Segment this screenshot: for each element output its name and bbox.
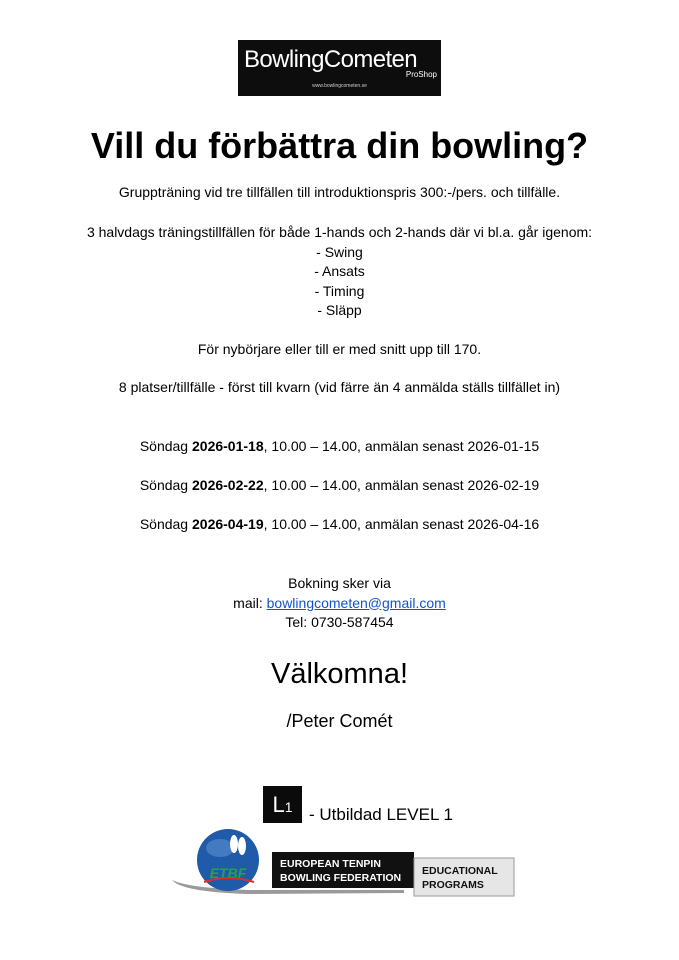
topic-item: - Timing [314,282,365,299]
email-link[interactable]: bowlingcometen@gmail.com [266,594,446,611]
bowling-pin-icon [230,835,238,853]
session-details: , 10.00 – 14.00, anmälan senast 2026-02-19 [263,477,540,493]
intro-text: Gruppträning vid tre tillfällen till introduktionspris 300:-/pers. och tillfälle. [118,184,561,200]
topic-item: - Ansats [314,263,365,279]
logo-brand-text: BowlingCometen [244,46,418,73]
session-date-row [0,476,679,496]
welcome-text: Välkomna! [270,658,408,690]
session-details: , 10.00 – 14.00, anmälan senast 2026-04-16 [263,516,540,532]
session-date-row [0,515,679,535]
sessions-intro-text: 3 halvdags träningstillfällen för både 1-hands och 2-hands där vi bl.a. går igenom: [86,224,593,240]
session-day: Söndag [139,516,192,532]
capacity-text: 8 platser/tillfälle - först till kvarn (vid färre än 4 anmälda ställs tillfället in) [118,379,561,395]
educational-line-2: PROGRAMS [422,879,484,891]
badge-number: 1 [284,799,293,815]
page-title: Vill du förbättra din bowling? [90,125,589,166]
booking-heading: Bokning sker via [288,575,391,591]
session-date: 2026-01-18 [192,438,264,454]
session-date: 2026-04-19 [192,516,264,532]
level-1-badge [263,786,302,823]
mail-label: mail: [233,594,267,611]
globe-highlight [206,839,234,857]
badge-letter: L [272,792,285,817]
topic-item: - Släpp [317,302,362,318]
booking-mail-line [0,594,679,614]
topic-item: - Swing [316,243,363,260]
federation-line-2: BOWLING FEDERATION [280,872,402,884]
educational-line-1: EDUCATIONAL [422,865,498,877]
session-date-row [0,437,679,457]
logo-proshop-text: ProShop [405,70,437,79]
audience-text: För nybörjare eller till er med snitt upp till 170. [197,341,482,357]
session-day: Söndag [139,477,192,493]
signature-text: /Peter Comét [286,711,393,731]
bowling-pin-icon [238,837,246,855]
session-day: Söndag [139,438,192,454]
logo-url-text: www.bowlingcometen.se [312,83,367,89]
federation-line-1: EUROPEAN TENPIN [280,858,381,870]
session-date: 2026-02-22 [192,477,264,493]
etbf-monogram: ETBF [209,865,247,881]
level-text: - Utbildad LEVEL 1 [309,805,453,824]
etbf-educational-logo [168,822,518,902]
booking-phone: Tel: 0730-587454 [285,614,394,630]
bowlingcometen-logo [238,40,441,96]
session-details: , 10.00 – 14.00, anmälan senast 2026-01-15 [263,438,540,454]
